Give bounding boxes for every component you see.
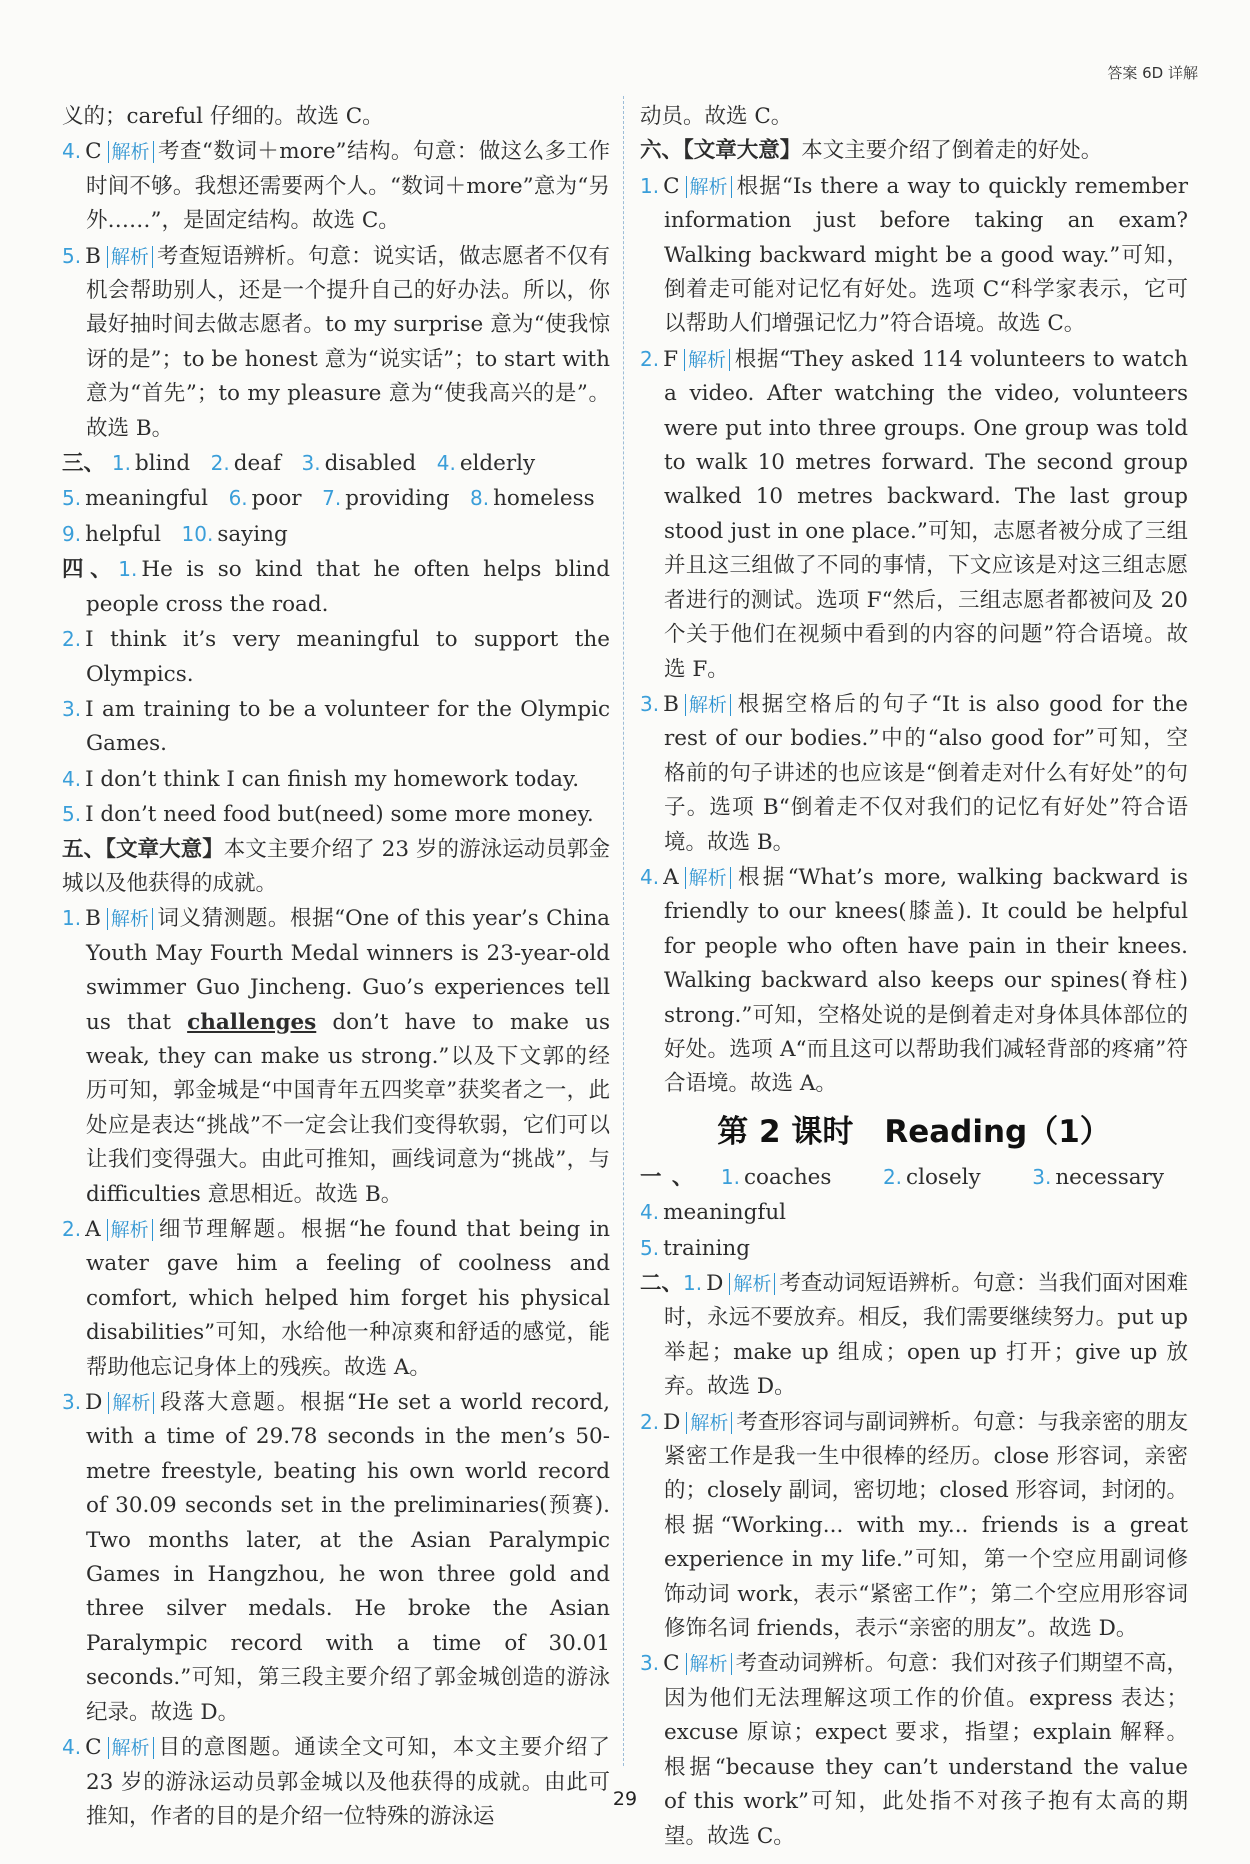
analysis-tag: 解析 (107, 1219, 153, 1241)
section-1-answers: 一、 1. coaches 2. closely 3. necessary 4. meaningful 5. training (640, 1164, 1164, 1261)
fill-5: 5. meaningful (62, 486, 209, 512)
analysis-tag: 解析 (686, 1653, 732, 1675)
fill-3: 3. disabled (301, 451, 417, 477)
analysis-tag: 解析 (685, 694, 731, 716)
analysis-tag: 解析 (686, 176, 732, 198)
page-number: 29 (612, 1788, 638, 1810)
translation-3: 3. I am training to be a volunteer for the Olympic Games. (62, 696, 610, 757)
section-6-summary: 六、【文章大意】本文主要介绍了倒着走的好处。 (640, 138, 1103, 164)
fill-5: 5. training (640, 1235, 751, 1261)
fill-8: 8. homeless (469, 486, 595, 512)
reading-answer-3: 3. D 解析 段落大意题。根据“He set a world record, with a time of 29.78 seconds in the men’s 50-metre freestyle, beating his own world record of 30.09 seconds set in the preliminaries(预赛). Two months later, at the Asian Paralympic Games in Hangzhou, he won three gold and three silver medals. He broke the Asian Paralympic record with a time of 30.01 seconds.”可知，第三段主要介绍了郭金城创造的游泳纪录。故选 D。 (62, 1390, 610, 1725)
reading-answer-2: 2. A 解析 细节理解题。根据“he found that being in water gave him a feeling of coolness and comfort, which helped him forget his physical disabilities”可知，水给他一种凉爽和舒适的感觉，能帮助他忘记身体上的残疾。故选 A。 (62, 1217, 610, 1380)
analysis-tag: 解析 (729, 1273, 775, 1295)
cloze-answer-1: 1. C 解析 根据“Is there a way to quickly remember information just before taking an exam? Walking backward might be a good way.”可知，倒着走可能对记忆有好处。选项 C“科学家表示，它可以帮助人们增强记忆力”符合语境。故选 C。 (640, 173, 1188, 337)
fill-7: 7. providing (322, 486, 450, 512)
analysis-tag: 解析 (107, 246, 153, 268)
section-3-answers: 三、 1. blind 2. deaf 3. disabled 4. elderly 5. meaningful 6. poor 7. providing 8. homeless 9. helpful 10. saying (62, 451, 595, 547)
cloze-answer-2: 2. F 解析 根据“They asked 114 volunteers to watch a video. After watching the video, volunteers were put into three groups. One group was told to walk 10 metres forward. The second group walked 10 metres backward. The last group stood just in one place.”可知，志愿者被分成了三组并且这三组做了不同的事情，下文应该是对这三组志愿者进行的测试。选项 F“然后，三组志愿者都被问及 20 个关于他们在视频中看到的内容的问题”符合语境。故选 F。 (640, 346, 1188, 682)
answer-item-4: 4. C 解析 考查“数词＋more”结构。句意：做这么多工作时间不够。我想还需要两个人。“数词＋more”意为“另外……”，是固定结构。故选 C。 (62, 139, 610, 234)
section-5-summary: 五、【文章大意】本文主要介绍了 23 岁的游泳运动员郭金城以及他获得的成就。 (62, 836, 610, 896)
continued-text: 动员。故选 C。 (640, 104, 793, 129)
analysis-tag: 解析 (108, 1737, 154, 1759)
fill-3: 3. necessary (1032, 1164, 1164, 1190)
lesson-heading: 第 2 课时 Reading（1） (717, 1113, 1111, 1150)
translation-1: 四、1. He is so kind that he often helps blind people cross the road. (62, 557, 610, 617)
left-column (62, 100, 610, 1834)
fill-10: 10. saying (181, 521, 288, 547)
translation-2: 2. I think it’s very meaningful to support the Olympics. (62, 627, 610, 687)
analysis-tag: 解析 (108, 1392, 154, 1414)
fill-2: 2. deaf (210, 451, 281, 477)
column-divider (623, 96, 624, 1766)
fill-1: 1. blind (111, 451, 191, 477)
right-column (640, 100, 1188, 1854)
analysis-tag: 解析 (107, 908, 153, 930)
choice-answer-2: 2. D 解析 考查形容词与副词辨析。句意：与我亲密的朋友紧密工作是我一生中很棒的经历。close 形容词，亲密的；closely 副词，密切地；closed 形容词，封闭的。根据“Working... with my... friends is a great experience in my life.”可知，第一个空应用副词修饰动词 work，表示“紧密工作”；第二个空应用形容词修饰名词 friends，表示“亲密的朋友”。故选 D。 (640, 1409, 1188, 1642)
fill-9: 9. helpful (62, 521, 161, 547)
cloze-answer-3: 3. B 解析 根据空格后的句子“It is also good for the rest of our bodies.”中的“also good for”可知，空格前的句子讲述的也应该是“倒着走对什么有好处”的句子。选项 B“倒着走不仅对我们的记忆有好处”符合语境。故选 B。 (640, 691, 1188, 855)
fill-4: 4. elderly (436, 451, 536, 477)
reading-answer-1: 1. B 解析 词义猜测题。根据“One of this year’s China Youth May Fourth Medal winners is 23-year-old swimmer Guo Jincheng. Guo’s experiences tell us that challenges don’t have to make us weak, they can make us strong.”以及下文郭的经历可知，郭金城是“中国青年五四奖章”获奖者之一，此处应是表达“挑战”不一定会让我们变得软弱，它们可以让我们变得强大。由此可推知，画线词意为“挑战”，与 difficulties 意思相近。故选 B。 (62, 906, 611, 1207)
answer-item-5: 5. B 解析 考查短语辨析。句意：说实话，做志愿者不仅有机会帮助别人，还是一个提升自己的好办法。所以，你最好抽时间去做志愿者。to my surprise 意为“使我惊讶的是”；to be honest 意为“说实话”；to start with 意为“首先”；to my pleasure 意为“使我高兴的是”。故选 B。 (62, 243, 611, 441)
continued-text: 义的；careful 仔细的。故选 C。 (62, 104, 384, 129)
page-header: 答案 6D 详解 (1107, 64, 1198, 82)
analysis-tag: 解析 (108, 141, 154, 163)
cloze-answer-4: 4. A 解析 根据“What’s more, walking backward is friendly to our knees(膝盖). It could be helpful for people who often have pain in their knees. Walking backward also keeps our spines(脊柱) strong.”可知，空格处说的是倒着走对身体具体部位的好处。选项 A“而且这可以帮助我们减轻背部的疼痛”符合语境。故选 A。 (640, 864, 1188, 1097)
fill-4: 4. meaningful (640, 1200, 787, 1226)
translation-4: 4. I don’t think I can finish my homework today. (62, 766, 580, 792)
analysis-tag: 解析 (686, 1412, 732, 1434)
analysis-tag: 解析 (684, 349, 730, 371)
fill-2: 2. closely (882, 1164, 981, 1190)
reading-answer-4: 4. C 解析 目的意图题。通读全文可知，本文主要介绍了 23 岁的游泳运动员郭金城以及他获得的成就。由此可推知，作者的目的是介绍一位特殊的游泳运 (62, 1735, 610, 1829)
underlined-word: challenges (187, 1009, 317, 1035)
choice-answer-1: 二、1. D 解析 考查动词短语辨析。句意：当我们面对困难时，永远不要放弃。相反，我们需要继续努力。put up 举起；make up 组成；open up 打开；give up 放弃。故选 D。 (640, 1271, 1188, 1400)
translation-5: 5. I don’t need food but(need) some more money. (62, 802, 594, 828)
fill-6: 6. poor (228, 486, 302, 512)
choice-answer-3: 3. C 解析 考查动词辨析。句意：我们对孩子们期望不高，因为他们无法理解这项工作的价值。express 表达；excuse 原谅；expect 要求，指望；explain 解释。根据“because they can’t understand the value of this work”可知，此处指不对孩子抱有太高的期望。故选 C。 (640, 1651, 1188, 1849)
fill-1: 1. coaches (720, 1164, 832, 1190)
analysis-tag: 解析 (685, 867, 731, 889)
